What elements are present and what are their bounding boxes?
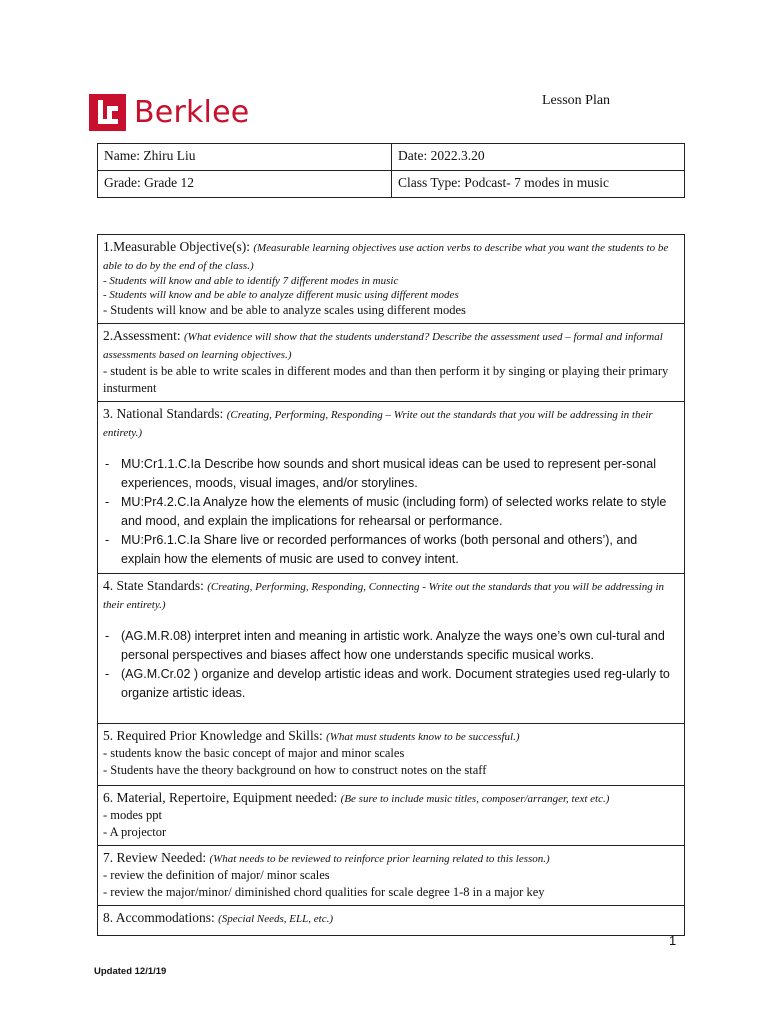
accommodations-instruction: (Special Needs, ELL, etc.): [218, 913, 333, 925]
class-type-cell: Class Type: Podcast- 7 modes in music: [392, 171, 685, 198]
assessment-text: - student is be able to write scales in different modes and than then perform it by singing or playing their primary insturment: [103, 364, 669, 395]
prior-knowledge-row: [98, 724, 685, 786]
national-standard-item: - MU:Pr4.2.C.Ia Analyze how the elements of music (including form) of selected works relate to style and mood, and explain the implications for rehearsal or performance.: [105, 495, 667, 528]
national-standards-title: 3. National Standards:: [103, 406, 227, 421]
material-title: 6. Material, Repertoire, Equipment needed:: [103, 790, 341, 805]
prior-knowledge-item: - students know the basic concept of major and minor scales: [103, 746, 405, 760]
berklee-logo-mark-icon: [89, 94, 126, 131]
state-standards-title: 4. State Standards:: [103, 578, 208, 593]
updated-date: Updated 12/1/19: [94, 966, 167, 977]
prior-knowledge-title: 5. Required Prior Knowledge and Skills:: [103, 728, 327, 743]
national-standards-row: [98, 402, 685, 574]
review-item: - review the major/minor/ diminished chord qualities for scale degree 1-8 in a major key: [103, 885, 545, 899]
assessment-instruction: (What evidence will show that the students understand? Describe the assessment used – formal and informal assessments based on learning objectives.): [103, 331, 663, 361]
material-item: - A projector: [103, 825, 167, 839]
brand-name: Berklee: [134, 94, 250, 130]
name-cell: Name: Zhiru Liu: [98, 144, 392, 171]
material-item: - modes ppt: [103, 808, 163, 822]
review-title: 7. Review Needed:: [103, 850, 210, 865]
objective-item-3: - Students will know and be able to analyze scales using different modes: [103, 303, 466, 317]
material-instruction: (Be sure to include music titles, composer/arranger, text etc.): [340, 793, 610, 805]
accommodations-row: [98, 906, 685, 936]
objective-row: [98, 235, 685, 324]
material-row: [98, 786, 685, 846]
national-standard-item: - MU:Cr1.1.C.Ia Describe how sounds and short musical ideas can be used to represent per-sonal experiences, moods, visual images, and/or storylines.: [105, 457, 656, 490]
objective-instruction: (Measurable learning objectives use action verbs to describe what you want the students to be able to do by the end of the class.): [103, 242, 669, 272]
prior-knowledge-instruction: (What must students know to be successful.): [326, 731, 520, 743]
prior-knowledge-item: - Students have the theory background on how to construct notes on the staff: [103, 763, 487, 777]
review-instruction: (What needs to be reviewed to reinforce prior learning related to this lesson.): [209, 853, 550, 865]
state-standard-item: - (AG.M.R.08) interpret inten and meaning in artistic work. Analyze the ways one’s own cul-tural and personal perspectives and biases affect how one understands specific musical works.: [105, 629, 665, 662]
objective-item-2: - Students will know and be able to analyze different music using different modes: [103, 289, 459, 301]
state-standard-item: - (AG.M.Cr.02 ) organize and develop artistic ideas and work. Document strategies used reg-ularly to organize artistic ideas.: [105, 667, 670, 700]
review-row: [98, 846, 685, 906]
objective-title: 1.Measurable Objective(s):: [103, 239, 254, 254]
page-number: 1: [669, 933, 677, 948]
grade-cell: Grade: Grade 12: [98, 171, 392, 198]
assessment-title: 2.Assessment:: [103, 328, 184, 343]
state-standards-instruction: (Creating, Performing, Responding, Connecting - Write out the standards that you will be addressing in their entirety.): [103, 581, 665, 611]
date-cell: Date: 2022.3.20: [392, 144, 685, 171]
accommodations-title: 8. Accommodations:: [103, 910, 219, 925]
national-standard-item: - MU:Pr6.1.C.Ia Share live or recorded performances of works (both personal and others’), and explain how the elements of music are used to convey intent.: [105, 533, 638, 566]
review-item: - review the definition of major/ minor scales: [103, 868, 330, 882]
document-title: Lesson Plan: [542, 93, 611, 108]
state-standards-row: [98, 574, 685, 724]
national-standards-instruction: (Creating, Performing, Responding – Write out the standards that you will be addressing in their entirety.): [103, 409, 653, 439]
lesson-plan-table: [97, 234, 685, 936]
berklee-logo: [89, 94, 249, 131]
objective-item-1: - Students will know and able to identify 7 different modes in music: [103, 275, 399, 287]
info-table: [97, 143, 685, 198]
assessment-row: [98, 324, 685, 402]
